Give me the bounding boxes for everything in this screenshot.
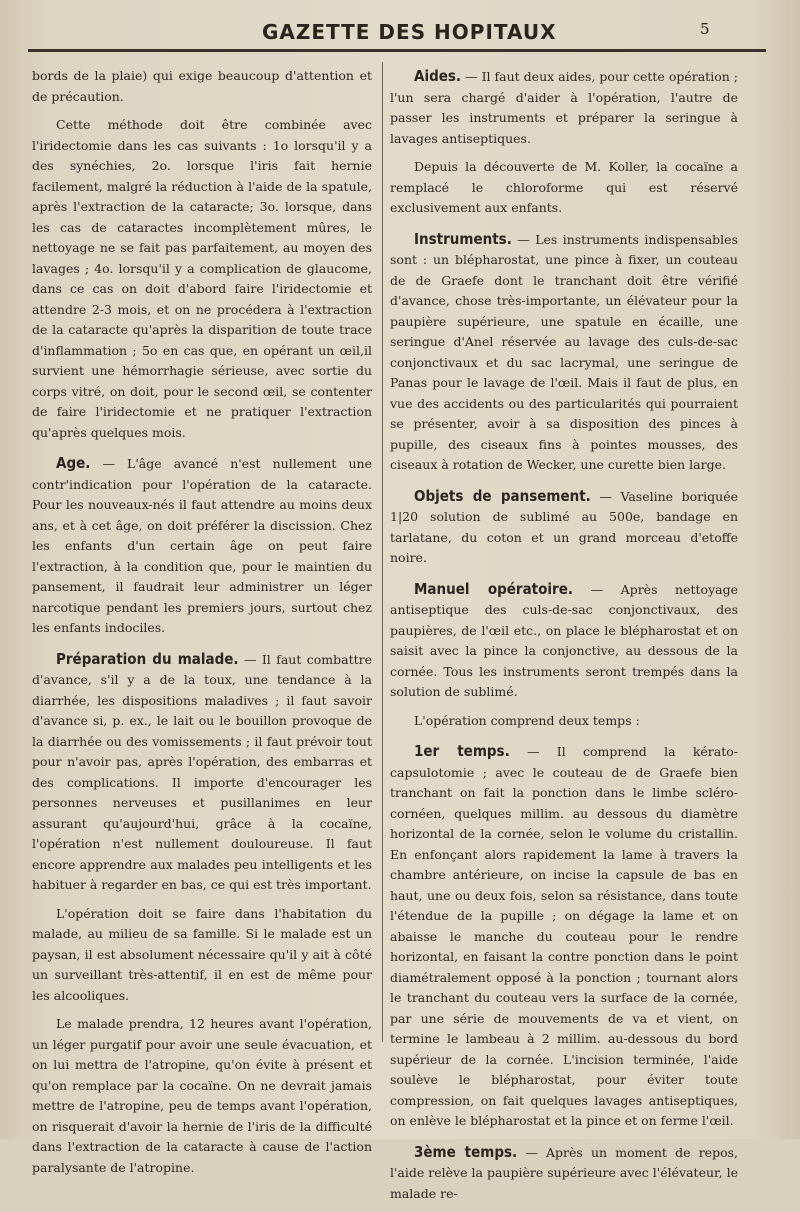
paragraph-deux-temps: L'opération comprend deux temps : [414,712,640,728]
section-preparation [32,649,372,896]
text-premier-temps: — Il comprend la kérato-capsulotomie ; avec le couteau de de Graefe bien tranchant on fait la ponction dans le limbe scléro-cornéen, quelques millim. au dessous du diamètre horizontal de la cornée, selon le volume du cristallin. En enfonçant alors rapidement la lame à travers la chambre antérieure, on incise la capsule de bas en haut, une ou deux fois, selon sa résistance, dans toute l'étendue de la pupille ; on dégage la lame et on abaisse le manche du couteau pour le rendre horizontal, en faisant la contre ponction dans le point diamétralement opposé à la ponction ; tournant alors le tranchant du couteau vers la surface de la cornée, par une série de mouvements de va et vient, on termine le lambeau à 2 millim. au-dessous du bord supérieur de la cornée. L'incision terminée, l'aide soulève le blépharostat, pour éviter toute compression, on fait quelques lavages antiseptiques, on enlève le blépharostat et la pince et on ferme l'œil. [390,744,738,1128]
text-age: — L'âge avancé n'est nullement une contr'indication pour l'opération de la cataracte. Pour les nouveaux-nés il faut attendre au moins deux ans, et à cet âge, on doit préférer la discission. Chez les enfants d'un certain âge on peut faire l'extraction, à la condition que, pour le maintien du pansement, il faudrait leur administrer un léger narcotique pendant les premiers jours, surtout chez les enfants indociles. [32,456,372,635]
right-column [390,66,738,1212]
paragraph-purgatif: Le malade prendra, 12 heures avant l'opération, un léger purgatif pour avoir une seule évacuation, et on lui mettra de l'atropine, qu'on évite à présent et qu'on remplace par la cocaïne. On ne devrait jamais mettre de l'atropine, peu de temps avant l'opération, on risquerait d'avoir la hernie de l'iris de la difficulté dans l'extraction de la cataracte à cause de l'action paralysante de l'atropine. [32,1016,372,1175]
paragraph-plaie: bords de la plaie) qui exige beaucoup d'attention et de précaution. [32,68,372,104]
page-number: 5 [700,20,710,38]
masthead-title: GAZETTE DES HOPITAUX [262,20,557,44]
section-premier-temps [390,741,738,1132]
section-troisieme-temps [390,1142,738,1205]
column-divider [382,62,383,1042]
section-instruments [390,229,738,476]
section-aides [390,66,738,149]
text-pansement: — Vaseline boriquée 1|20 solution de sublimé au 500e, bandage en tarlatane, du coton et un grand morceau d'etoffe noire. [390,488,738,565]
text-aides: — Il faut deux aides, pour cette opération ; l'un sera chargé d'aider à l'opération, l'autre de passer les instruments et préparer la seringue à lavages antiseptiques. [390,69,738,146]
heading-manuel: Manuel opératoire. [414,579,573,598]
text-preparation: — Il faut combattre d'avance, s'il y a de la toux, une tendance à la diarrhée, les dispositions maladives ; il faut savoir d'avance si, p. ex., le lait ou le bouillon provoque de la diarrhée ou des vomissements ; il faut prévoir tout pour n'avoir pas, après l'opération, des embarras et des complications. Il importe d'encourager les personnes nerveuses et pusillanimes en leur assurant qu'aujourd'hui, grâce à la cocaïne, l'opération n'est nullement douloureuse. Il faut encore apprendre aux malades peu intelligents et les habituer à regarder en bas, ce qui est très important. [32,651,372,892]
heading-instruments: Instruments. [414,229,512,248]
heading-premier-temps: 1er temps. [414,742,510,760]
heading-preparation: Préparation du malade. [56,649,239,668]
text-troisieme-temps: — Après un moment de repos, l'aide relève la paupière supérieure avec l'élévateur, le malade re- [390,1144,738,1201]
heading-aides: Aides. [414,67,462,85]
paragraph-iridectomie: Cette méthode doit être combinée avec l'iridectomie dans les cas suivants : 1o lorsqu'il y a des synéchies, 2o. lorsque l'iris fait hernie facilement, malgré la réduction à l'aide de la spatule, après l'extraction de la cataracte; 3o. lorsque, dans les cas de cataractes incomplètement mûres, le nettoyage ne se fait pas parfaitement, au moyen des lavages ; 4o. lorsqu'il y a complication de glaucome, dans ce cas on doit d'abord faire l'iridectomie et attendre 2-3 mois, et on ne procédera à l'extraction de la cataracte qu'après la disparition de toute trace d'inflammation ; 5o en cas que, en opérant un œil,il survient une hémorrhagie sérieuse, avec sortie du corps vitré, on doit, pour le second œil, se contenter de faire l'iridectomie et ne pratiquer l'extraction qu'après quelques mois. [32,117,372,440]
section-pansement [390,486,738,569]
paragraph-habitation: L'opération doit se faire dans l'habitation du malade, au milieu de sa famille. Si le malade est un paysan, il est absolument nécessaire qu'il y ait à côté un surveillant très-attentif, il en est de même pour les alcooliques. [32,905,372,1003]
section-age [32,453,372,639]
heading-troisieme-temps: 3ème temps. [414,1142,518,1161]
section-manuel [390,579,738,703]
heading-age: Age. [56,454,91,472]
text-manuel: — Après nettoyage antiseptique des culs-de-sac conjonctivaux, des paupières, de l'œil etc., on place le blépharostat et on saisit avec la pince la conjonctive, au dessous de la cornée. Tous les instruments seront trempés dans la solution de sublimé. [390,581,738,699]
left-column [32,66,372,1186]
header-rule [28,49,766,52]
text-instruments: — Les instruments indispensables sont : un blépharostat, une pince à fixer, un couteau de de Graefe dont le tranchant doit être vérifié d'avance, chose très-importante, un élévateur pour la paupière supérieure, une spatule en écaille, une seringue d'Anel réservée au lavage des culs-de-sac conjonctivaux et du sac lacrymal, une seringue de Panas pour le lavage de l'œil. Mais il faut de plus, en vue des accidents ou des particularités qui pourraient se présenter, avoir à sa disposition des pinces à pupille, des ciseaux fins à pointes mousses, des ciseaux à rotation de Wecker, une curette bien large. [390,231,738,472]
paragraph-koller: Depuis la découverte de M. Koller, la cocaïne a remplacé le chloroforme qui est réservé exclusivement aux enfants. [390,159,738,215]
heading-pansement: Objets de pansement. [414,486,591,505]
